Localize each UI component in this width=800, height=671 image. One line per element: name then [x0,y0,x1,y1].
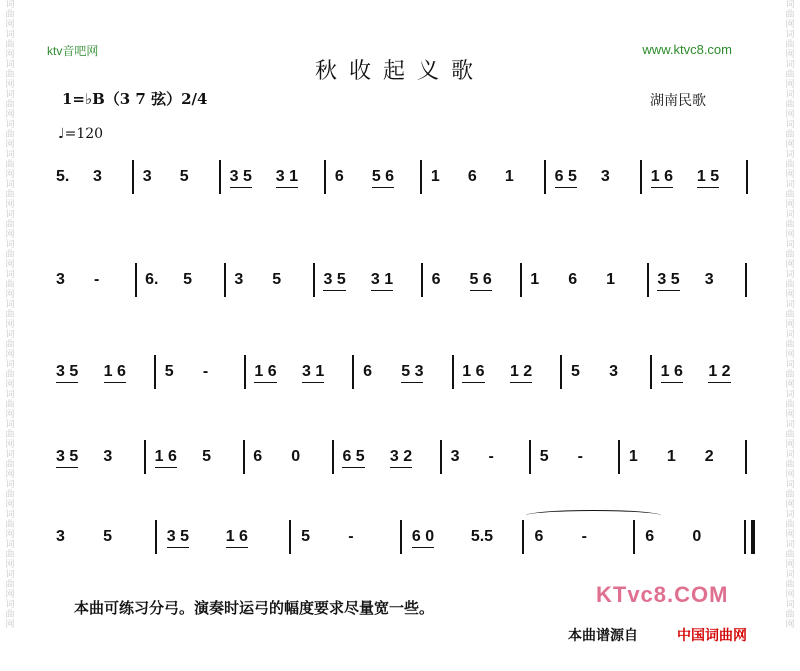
note-token: 3 5 [56,448,78,468]
score-line [46,263,766,307]
note-token: 5.5 [470,528,494,545]
ktvc8-logo: KTvc8.COM [596,582,729,607]
note-token: 5 3 [401,363,423,383]
note-token: 3 [609,363,619,380]
note-token: 3 [103,448,113,465]
note-token: 3 1 [276,168,298,188]
song-origin: 湖南民歌 [650,93,706,109]
note-token: 5 [103,528,113,545]
note-token: 1 6 [462,363,484,383]
site-name-left[interactable]: ktv音吧网 [47,44,99,58]
tie-slur [526,510,661,521]
note-token: 3 [600,168,610,185]
note-token: 3 [56,271,65,288]
note-token: 5 [183,271,192,288]
note-token: 5 [202,448,211,465]
note-token: 0 [692,528,702,545]
note-token: 1 6 [651,168,673,188]
note-token: 5 [570,363,580,380]
barline [647,263,649,297]
note-token: 1 [666,448,676,465]
note-token: 6. [145,271,159,288]
barline [144,440,146,474]
barline [452,355,454,389]
note-token: 1 6 [226,528,248,548]
barline [155,520,157,554]
source-name[interactable]: 中国词曲网 [677,628,747,644]
note-token: 1 2 [510,363,532,383]
note-token: 5 6 [372,168,394,188]
barline [154,355,156,389]
barline [244,355,246,389]
note-token: 6 5 [555,168,577,188]
final-barline [744,520,751,554]
barline [544,160,546,194]
barline [219,160,221,194]
note-token: 1 [628,448,638,465]
note-token: 1 6 [155,448,177,468]
barline [289,520,291,554]
note-token: 6 [467,168,477,185]
barline [745,263,747,297]
barline [313,263,315,297]
note-token: - [93,271,100,288]
note-token: 1 [530,271,540,288]
note-token: 6 [534,528,544,545]
note-token: 1 [606,271,616,288]
note-token: 3 1 [371,271,393,291]
note-token: 6 [334,168,344,185]
barline [640,160,642,194]
site-url-right[interactable]: www.ktvc8.com [642,42,732,57]
barline [420,160,422,194]
note-token: 3 5 [167,528,189,548]
performance-note: 本曲可练习分弓。演奏时运弓的幅度要求尽量宽一些。 [74,599,435,617]
barline [520,263,522,297]
score-line [46,440,766,484]
barline [746,160,748,194]
note-token: 6 0 [412,528,434,548]
key-signature: 1=♭B（3 7 弦）2/4 [62,90,208,108]
note-token: 2 [704,448,714,465]
note-token: 6 [568,271,578,288]
note-token: 6 5 [342,448,364,468]
song-title: 秋收起义歌 [314,59,485,84]
note-token: 3 5 [230,168,252,188]
barline [745,440,747,474]
note-token: - [348,528,354,545]
note-token: 3 5 [657,271,679,291]
note-token: 3 [92,168,102,185]
note-token: 6 [431,271,441,288]
score-line [46,160,766,204]
note-token: 1 [504,168,514,185]
side-watermark-right: 词曲网词曲网词曲网词曲网词曲网词曲网词曲网词曲网词曲网词曲网词曲网词曲网词曲网词曲网词曲网词曲网词曲网词曲网词曲网词曲网词曲网 [785,0,795,630]
barline [400,520,402,554]
score-line [46,355,766,399]
note-token: 5 [164,363,174,380]
note-token: 3 1 [302,363,324,383]
note-token: 5 [539,448,549,465]
note-token: 3 5 [323,271,345,291]
barline [522,520,524,554]
note-token: 3 [234,271,244,288]
note-token: 1 [430,168,440,185]
note-token: 1 5 [697,168,719,188]
note-token: 0 [291,448,301,465]
note-token: 6 [645,528,655,545]
barline [650,355,652,389]
barline [529,440,531,474]
note-token: 1 2 [708,363,730,383]
note-token: 1 6 [104,363,126,383]
barline [633,520,635,554]
barline [440,440,442,474]
tempo-marking: ♩=120 [58,126,104,142]
barline [324,160,326,194]
barline [352,355,354,389]
note-token: 3 [142,168,152,185]
note-token: - [577,448,583,465]
note-token: 3 [704,271,714,288]
note-token: 5 [301,528,311,545]
note-token: 1 6 [661,363,683,383]
note-token: 5 [179,168,189,185]
note-token: 6 [363,363,372,380]
note-token: - [581,528,587,545]
note-token: - [488,448,494,465]
note-token: 1 6 [254,363,276,383]
note-token: 5 6 [470,271,492,291]
note-token: - [202,363,209,380]
source-label: 本曲谱源自 [568,628,638,644]
note-token: 6 [253,448,263,465]
barline [332,440,334,474]
note-token: 3 [450,448,460,465]
barline [224,263,226,297]
barline [243,440,245,474]
side-watermark-left: 词曲网词曲网词曲网词曲网词曲网词曲网词曲网词曲网词曲网词曲网词曲网词曲网词曲网词曲网词曲网词曲网词曲网词曲网词曲网词曲网词曲网 [5,0,15,630]
barline [560,355,562,389]
barline [618,440,620,474]
note-token: 5. [56,168,70,185]
barline [132,160,134,194]
barline [421,263,423,297]
note-token: 3 [56,528,65,545]
note-token: 5 [272,271,282,288]
barline [135,263,137,297]
score-line [46,520,766,564]
note-token: 3 5 [56,363,78,383]
note-token: 3 2 [390,448,412,468]
